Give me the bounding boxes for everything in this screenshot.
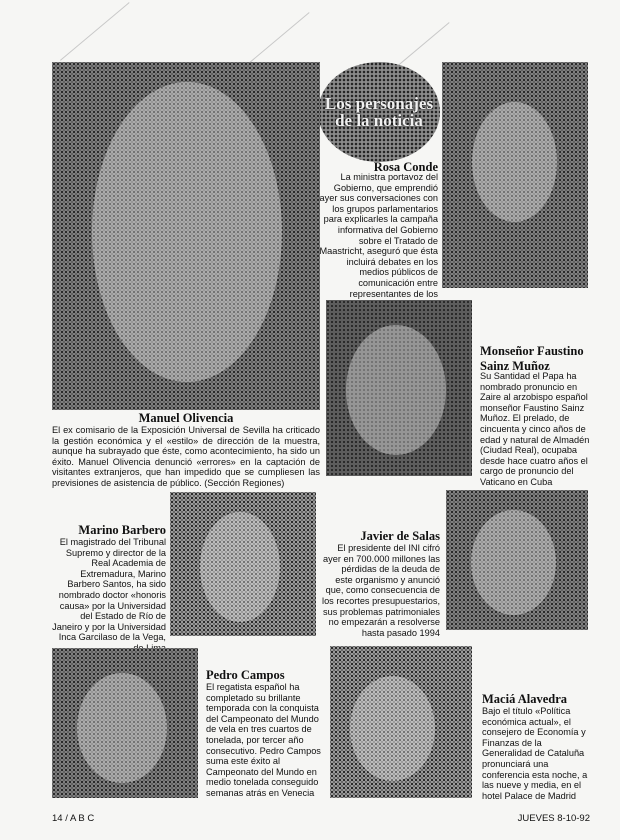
portrait-barbero	[170, 492, 316, 636]
portrait-campos	[52, 648, 198, 798]
portrait-alavedra	[330, 646, 472, 798]
name-conde: Rosa Conde	[373, 160, 438, 174]
name-campos: Pedro Campos	[206, 668, 285, 682]
section-badge	[318, 62, 440, 162]
portrait-olivencia	[52, 62, 320, 410]
text-conde: La ministra portavoz del Gobierno, que emprendió ayer sus conversaciones con los grupos parlamentarios para explicarles la campaña informativa del Gobierno sobre el Tratado de Maastricht, aseguró que ésta incluirá debates en los medios públicos de comunicación entre representantes de los	[319, 172, 438, 299]
name-barbero: Marino Barbero	[78, 523, 166, 537]
name-alavedra: Maciá Alavedra	[482, 692, 568, 706]
portrait-saenz	[326, 300, 472, 476]
portrait-conde	[442, 62, 588, 288]
text-campos: El regatista español ha completado su brillante temporada con la conquista del Campeonato del Mundo de vela en tres cuartos de tonelada, por tercer año consecutivo. Pedro Campos suma este éxito al Campeonato del Mundo en medio tonelada conseguido semanas atrás en Venecia	[206, 682, 321, 798]
name-saenz: Monseñor Faustino Sainz Muñoz	[480, 344, 584, 373]
name-salas: Javier de Salas	[360, 529, 440, 543]
text-olivencia: El ex comisario de la Exposición Universal de Sevilla ha criticado la gestión económica y el «estilo» de dirección de la muestra, aunque ha subrayado que éste, como acontecimiento, ha sido un éxito. Manuel Olivencia denunció «errores» en la captación de visitantes extranjeros, que han impedido que se cumpliesen las previsiones de asistencia de público. (Sección Regiones)	[52, 425, 320, 488]
text-alavedra: Bajo el título «Política económica actual», el consejero de Economía y Finanzas de la Generalidad de Cataluña pronunciará una conferencia esta noche, a las nueve y media, en el hotel Palace de Madrid	[482, 706, 588, 801]
text-salas: El presidente del INI cifró ayer en 700.000 millones las pérdidas de la deuda de este organismo y anunció que, como consecuencia de los recortes presupuestarios, sus problemas patrimoniales no empezarán a resolverse hasta pasado 1994	[322, 543, 440, 638]
footer-date: JUEVES 8-10-92	[517, 813, 590, 824]
name-olivencia: Manuel Olivencia	[138, 411, 234, 425]
portrait-salas	[446, 490, 588, 630]
text-saenz: Su Santidad el Papa ha nombrado pronuncio en Zaire al arzobispo español monseñor Faustino Sainz Muñoz. El prelado, de cincuenta y cinco años de edad y natural de Almadén (Ciudad Real), ocupaba desde hace cuatro años el cargo de pronuncio del Vaticano en Cuba	[480, 371, 590, 487]
section-badge-text: Los personajes de la noticia	[324, 94, 434, 130]
text-barbero: El magistrado del Tribunal Supremo y director de la Real Academia de Extremadura, Marino Barbero Santos, ha sido nombrado doctor «honoris causa» por la Universidad del Estado de Río de Janeiro y por la Universidad Inca Garcilaso de la Vega,	[52, 537, 166, 643]
decorative-line	[60, 2, 130, 61]
footer-page-label: 14 / A B C	[52, 813, 95, 824]
